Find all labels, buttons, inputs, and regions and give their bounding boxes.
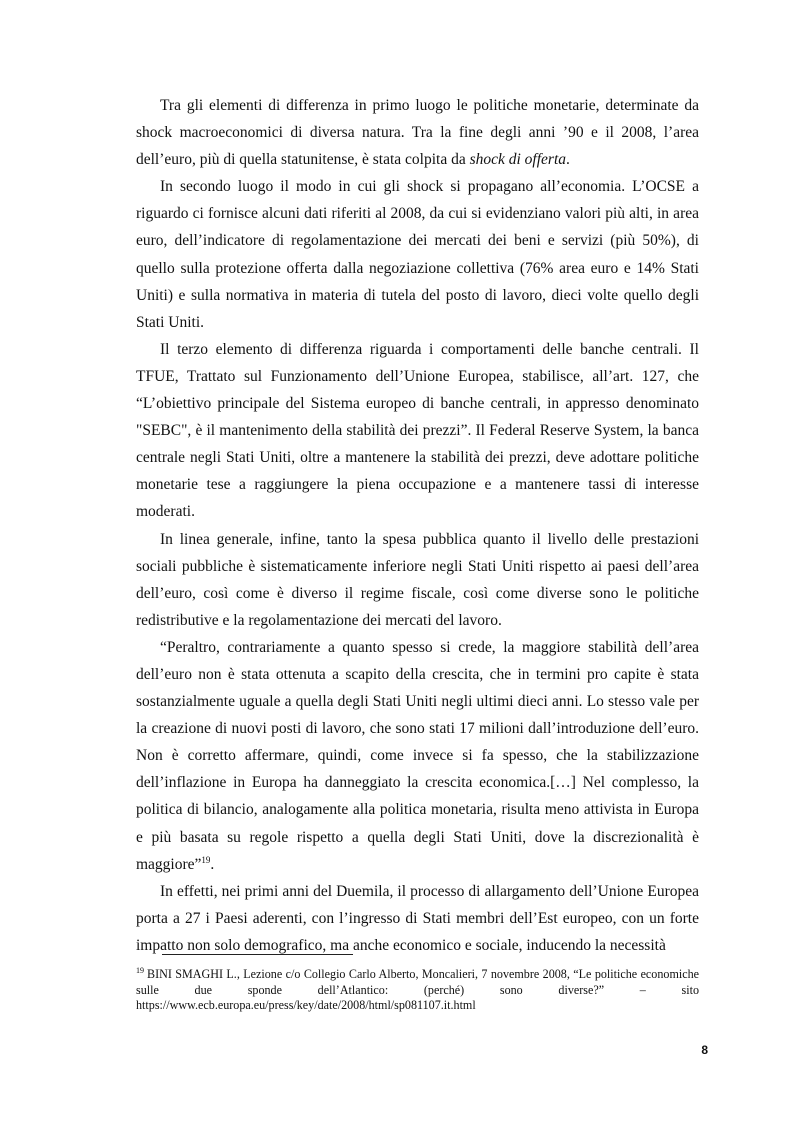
paragraph: In effetti, nei primi anni del Duemila, il processo di allargamento dell’Unione Europea porta a 27 i Paesi aderenti, con l’ingresso di Stati membri dell’Est europeo, con un forte impatto non solo demografico, ma anche economico e sociale, inducendo la necessità: [136, 882, 699, 954]
paragraph-end: .: [210, 855, 215, 873]
footnote-reference[interactable]: 19: [201, 854, 211, 865]
body-text: [136, 92, 699, 959]
paragraph: [136, 92, 699, 173]
paragraph: [136, 634, 699, 878]
paragraph-text: Tra gli elementi di differenza in primo luogo le politiche monetarie, determinate da shock macroeconomici di diversa natura. Tra la fine degli anni ’90 e il 2008, l’area dell’euro, più di quella statunitense, è stata colpita da: [136, 97, 699, 169]
footnote-text: BINI SMAGHI L., Lezione c/o Collegio Carlo Alberto, Moncalieri, 7 novembre 2008, “Le politiche economiche sulle due sponde dell’Atlantico: (perché) sono diverse?” – sito https://www.ecb.europa.eu/press/key/date/2008/html/sp081107.it.html: [136, 967, 699, 1012]
page-number: 8: [701, 1043, 708, 1057]
paragraph: In linea generale, infine, tanto la spesa pubblica quanto il livello delle prestazioni sociali pubbliche è sistematicamente inferiore negli Stati Uniti rispetto ai paesi dell’area dell’euro, così come è diverso il regime fiscale, così come diverse sono le politiche redistributive e la regolamentazione dei mercati del lavoro.: [136, 530, 699, 629]
footnote: [136, 967, 699, 1014]
paragraph: In secondo luogo il modo in cui gli shock si propagano all’economia. L’OCSE a riguardo ci fornisce alcuni dati riferiti al 2008, da cui si evidenziano valori più alti, in area euro, dell’indicatore di regolamentazione dei mercati dei beni e servizi (più 50%), di quello sulla protezione offerta dalla negoziazione collettiva (76% area euro e 14% Stati Uniti) e sulla normativa in materia di tutela del posto di lavoro, dieci volte quello degli Stati Uniti.: [136, 178, 699, 331]
emphasis-text: shock di offerta: [469, 151, 567, 169]
footnote-marker: 19: [136, 965, 144, 975]
paragraph: Il terzo elemento di differenza riguarda i comportamenti delle banche centrali. Il TFUE, Trattato sul Funzionamento dell’Unione Europea, stabilisce, all’art. 127, che “L’obiettivo principale del Sistema europeo di banche centrali, in appresso denominato "SEBC", è il mantenimento della stabilità dei prezzi”. Il Federal Reserve System, la banca centrale negli Stati Uniti, oltre a mantenere la stabilità dei prezzi, deve adottare politiche monetarie tese a raggiungere la piena occupazione e a mantenere tassi di interesse moderati.: [136, 340, 699, 521]
quote-text: “Peraltro, contrariamente a quanto spesso si crede, la maggiore stabilità dell’area dell’euro non è stata ottenuta a scapito della crescita, che in termini pro capite è stata sostanzialmente uguale a quella degli Stati Uniti negli ultimi dieci anni. Lo stesso vale per la creazione di nuovi posti di lavoro, che sono stati 17 milioni dall’introduzione dell’euro. Non è corretto affermare, quindi, come invece si fa spesso, che la stabilizzazione dell’inflazione in Europa ha danneggiato la crescita economica.[…] Nel complesso, la politica di bilancio, analogamente alla politica monetaria, risulta meno attivista in Europa e più basata su regole rispetto a quella degli Stati Uniti, dove la discrezionalità è maggiore”: [136, 638, 699, 873]
paragraph-end: .: [566, 151, 570, 169]
footnote-separator: [162, 954, 353, 955]
